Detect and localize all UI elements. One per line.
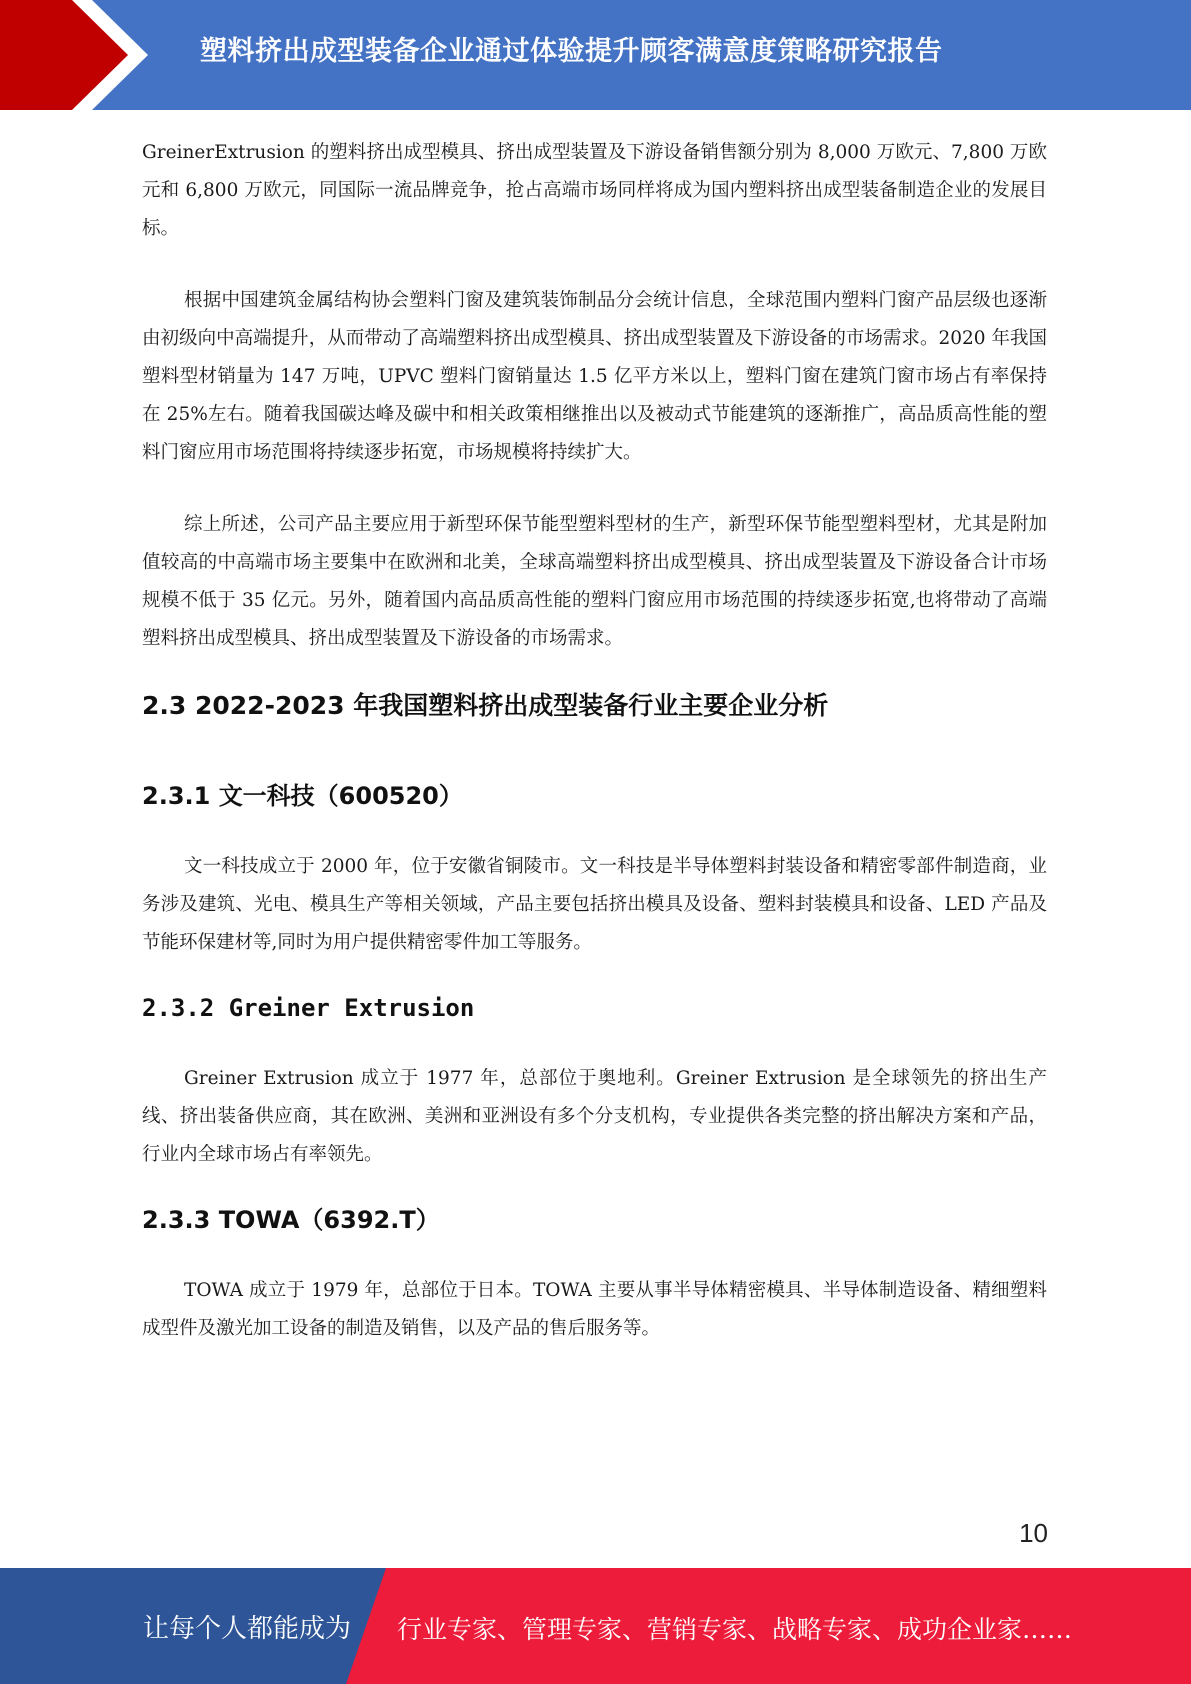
page-footer [0,1568,1191,1684]
footer-slogan-right: 行业专家、管理专家、营销专家、战略专家、成功企业家…… [397,1615,1073,1644]
paragraph-market-demand: 根据中国建筑金属结构协会塑料门窗及建筑装饰制品分会统计信息，全球范围内塑料门窗产品层级也逐渐由初级向中高端提升，从而带动了高端塑料挤出成型模具、挤出成型装置及下游设备的市场需求。2020 年我国塑料型材销量为 147 万吨，UPVC 塑料门窗销量达 1.5 亿平方米以上，塑料门窗在建筑门窗市场占有率保持在 25%左右。随着我国碳达峰及碳中和相关政策相继推出以及被动式节能建筑的逐渐推广，高品质高性能的塑料门窗应用市场范围将持续逐步拓宽，市场规模将持续扩大。 [142,290,1047,463]
paragraph-towa: TOWA 成立于 1979 年，总部位于日本。TOWA 主要从事半导体精密模具、半导体制造设备、精细塑料成型件及激光加工设备的制造及销售，以及产品的售后服务等。 [142,1280,1047,1339]
section-heading-2-3-2: 2.3.2 Greiner Extrusion [142,994,475,1022]
document-body [142,134,1047,1348]
paragraph-wenyi: 文一科技成立于 2000 年，位于安徽省铜陵市。文一科技是半导体塑料封装设备和精密零部件制造商，业务涉及建筑、光电、模具生产等相关领域，产品主要包括挤出模具及设备、塑料封装模具和设备、LED 产品及节能环保建材等,同时为用户提供精密零件加工等服务。 [142,856,1047,953]
page-number: 10 [1019,1518,1048,1548]
paragraph-greiner-sales: GreinerExtrusion 的塑料挤出成型模具、挤出成型装置及下游设备销售额分别为 8,000 万欧元、7,800 万欧元和 6,800 万欧元，同国际一流品牌竞争，抢占高端市场同样将成为国内塑料挤出成型装备制造企业的发展目标。 [142,142,1047,239]
footer-slogan-left: 让每个人都能成为 [143,1614,352,1644]
paragraph-greiner: Greiner Extrusion 成立于 1977 年，总部位于奥地利。Greiner Extrusion 是全球领先的挤出生产线、挤出装备供应商，其在欧洲、美洲和亚洲设有多个分支机构，专业提供各类完整的挤出解决方案和产品，行业内全球市场占有率领先。 [142,1068,1047,1165]
page-header [0,0,1191,110]
report-title: 塑料挤出成型装备企业通过体验提升顾客满意度策略研究报告 [200,36,943,67]
section-heading-2-3: 2.3 2022-2023 年我国塑料挤出成型装备行业主要企业分析 [142,691,829,720]
section-heading-2-3-1: 2.3.1 文一科技（600520） [142,782,463,810]
header-chevron-icon [0,0,160,110]
paragraph-summary: 综上所述，公司产品主要应用于新型环保节能型塑料型材的生产，新型环保节能型塑料型材，尤其是附加值较高的中高端市场主要集中在欧洲和北美，全球高端塑料挤出成型模具、挤出成型装置及下游设备合计市场规模不低于 35 亿元。另外，随着国内高品质高性能的塑料门窗应用市场范围的持续逐步拓宽,也将带动了高端塑料挤出成型模具、挤出成型装置及下游设备的市场需求。 [142,514,1047,649]
section-heading-2-3-3: 2.3.3 TOWA（6392.T） [142,1206,440,1234]
